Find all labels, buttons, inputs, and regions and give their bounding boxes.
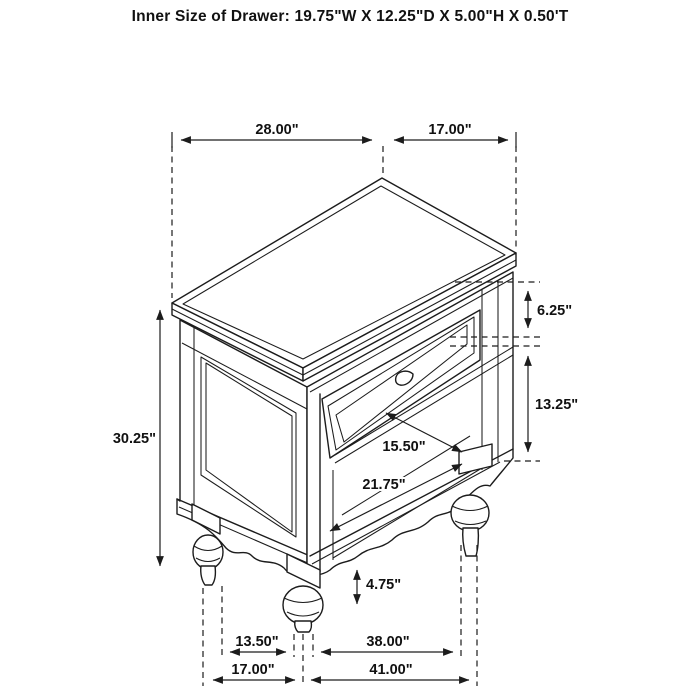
dim-label-drawer-opening-height: 6.25" bbox=[537, 303, 573, 319]
dim-drawer-opening-height bbox=[528, 291, 572, 328]
dim-overall-depth-bottom bbox=[213, 662, 295, 680]
dim-label-top-depth: 17.00" bbox=[428, 122, 472, 138]
dim-label-leg-height: 4.75" bbox=[366, 577, 402, 593]
dim-label-overall-height: 30.25" bbox=[112, 431, 156, 447]
dim-shelf-opening-height bbox=[528, 356, 578, 452]
dim-overall-width-bottom bbox=[311, 662, 469, 680]
dim-leg-height bbox=[357, 570, 401, 604]
dim-label-leg-spacing-front: 38.00" bbox=[366, 634, 410, 650]
dim-label-overall-depth-bottom: 17.00" bbox=[231, 662, 275, 678]
nightstand-drawing bbox=[172, 178, 516, 632]
dim-label-leg-spacing-side: 13.50" bbox=[235, 634, 279, 650]
dim-label-shelf-opening-height: 13.25" bbox=[535, 397, 579, 413]
dim-leg-spacing-side bbox=[230, 634, 286, 652]
dim-label-shelf-depth: 15.50" bbox=[382, 439, 426, 455]
page-title: Inner Size of Drawer: 19.75"W X 12.25"D X 5.00"H X 0.50'T bbox=[131, 8, 569, 25]
dim-label-shelf-width: 21.75" bbox=[362, 477, 406, 493]
dim-label-overall-width-bottom: 41.00" bbox=[369, 662, 413, 678]
dim-overall-height bbox=[113, 310, 160, 566]
dim-top-depth bbox=[394, 122, 508, 140]
dim-top-width bbox=[181, 122, 372, 140]
dim-label-top-width: 28.00" bbox=[255, 122, 299, 138]
dim-leg-spacing-front bbox=[321, 634, 453, 652]
